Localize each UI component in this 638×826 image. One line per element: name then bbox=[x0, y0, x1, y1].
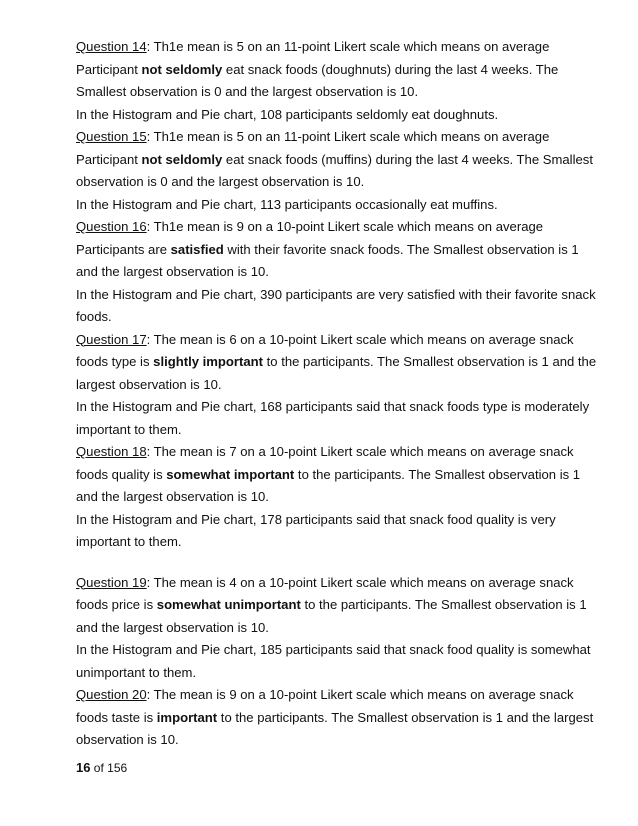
question-label: Question 20 bbox=[76, 687, 147, 702]
question-label: Question 14 bbox=[76, 39, 147, 54]
body-text: to the participants. The Smallest observation is 1 and the largest observation is 10. bbox=[76, 354, 597, 392]
body-text: : The mean is 6 on a 10-point Likert scale which means on average snack foods type is bbox=[76, 331, 574, 369]
body-text: In the Histogram and Pie chart, 168 participants said that snack foods type is moderately important to them. bbox=[76, 399, 590, 437]
body-text: with their favorite snack foods. The Smallest observation is 1 and the largest observation is 10. bbox=[76, 241, 579, 279]
body-text: : The mean is 4 on a 10-point Likert scale which means on average snack foods price is bbox=[76, 574, 574, 612]
question-paragraph bbox=[76, 216, 600, 284]
question-paragraph bbox=[76, 329, 600, 397]
emphasis-text: slightly important bbox=[153, 354, 264, 369]
summary-paragraph bbox=[76, 509, 600, 554]
question-label: Question 19 bbox=[76, 574, 147, 590]
body-text: to the participants. The Smallest observation is 1 and the largest observation is 10. bbox=[76, 466, 581, 504]
emphasis-text: not seldomly bbox=[141, 61, 223, 77]
page-number: 16 bbox=[76, 760, 91, 775]
body-text: In the Histogram and Pie chart, 108 participants seldomly eat doughnuts. bbox=[76, 106, 499, 122]
body-text: to the participants. The Smallest observation is 1 and the largest observation is 10. bbox=[76, 709, 594, 747]
emphasis-text: not seldomly bbox=[141, 151, 223, 167]
body-text: eat snack foods (muffins) during the last 4 weeks. The Smallest observation is 0 and the largest observation is 10. bbox=[76, 151, 593, 189]
body-text: : Th1e mean is 5 on an 11-point Likert scale which means on average Participant bbox=[76, 129, 550, 167]
question-label: Question 18 bbox=[76, 444, 147, 459]
question-paragraph bbox=[76, 126, 600, 194]
emphasis-text: somewhat unimportant bbox=[156, 597, 301, 612]
body-text: In the Histogram and Pie chart, 178 participants said that snack food quality is very important to them. bbox=[76, 511, 556, 549]
body-text: to the participants. The Smallest observation is 1 and the largest observation is 10. bbox=[76, 597, 587, 635]
summary-paragraph bbox=[76, 396, 600, 441]
summary-paragraph bbox=[76, 284, 600, 329]
page-total: of 156 bbox=[90, 761, 128, 775]
body-text: : Th1e mean is 5 on an 11-point Likert scale which means on average Participant bbox=[76, 39, 550, 77]
question-label: Question 15 bbox=[76, 129, 147, 144]
body-text: : The mean is 9 on a 10-point Likert scale which means on average snack foods taste is bbox=[76, 687, 574, 725]
question-paragraph bbox=[76, 572, 600, 640]
summary-paragraph bbox=[76, 194, 600, 217]
emphasis-text: satisfied bbox=[170, 241, 224, 257]
question-label: Question 17 bbox=[76, 331, 147, 347]
body-text: In the Histogram and Pie chart, 113 participants occasionally eat muffins. bbox=[76, 196, 498, 212]
question-paragraph bbox=[76, 441, 600, 509]
summary-paragraph bbox=[76, 104, 600, 127]
question-paragraph bbox=[76, 36, 600, 104]
paragraph-gap bbox=[76, 554, 600, 572]
body-text: eat snack foods (doughnuts) during the last 4 weeks. The Smallest observation is 0 and the largest observation is 10. bbox=[76, 61, 559, 99]
body-text: In the Histogram and Pie chart, 185 participants said that snack food quality is somewhat unimportant to them. bbox=[76, 642, 591, 680]
page-footer bbox=[76, 760, 127, 775]
body-text: In the Histogram and Pie chart, 390 participants are very satisfied with their favorite snack foods. bbox=[76, 286, 596, 324]
body-text: : The mean is 7 on a 10-point Likert scale which means on average snack foods quality is bbox=[76, 444, 574, 482]
question-paragraph bbox=[76, 684, 600, 752]
question-label: Question 16 bbox=[76, 219, 147, 234]
summary-paragraph bbox=[76, 639, 600, 684]
emphasis-text: somewhat important bbox=[166, 466, 295, 482]
body-text: : Th1e mean is 9 on a 10-point Likert scale which means on average Participants are bbox=[76, 219, 544, 257]
document-body bbox=[76, 36, 600, 752]
emphasis-text: important bbox=[156, 709, 218, 725]
